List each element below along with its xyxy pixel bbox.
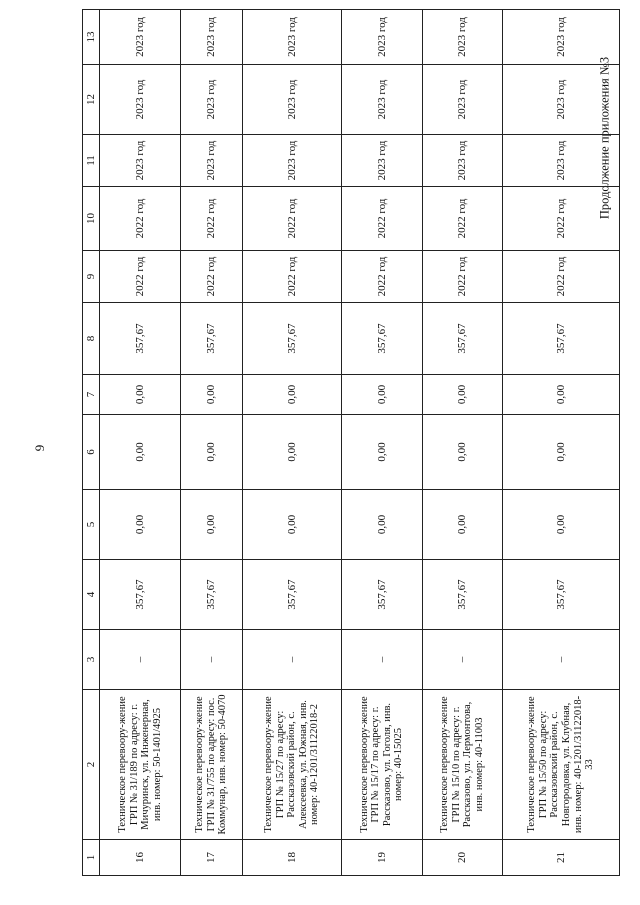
table-cell: – bbox=[422, 630, 503, 690]
table-cell: 2022 год bbox=[341, 251, 422, 303]
table-cell: 357,67 bbox=[503, 303, 620, 375]
table-body bbox=[83, 10, 620, 876]
table-cell: 2023 год bbox=[422, 10, 503, 65]
table-row bbox=[180, 10, 242, 876]
table-cell: 0,00 bbox=[341, 415, 422, 490]
table-cell: – bbox=[503, 630, 620, 690]
table-cell: 0,00 bbox=[503, 415, 620, 490]
table-cell: 2023 год bbox=[503, 135, 620, 187]
table-cell: 0,00 bbox=[422, 490, 503, 560]
table-cell: 0,00 bbox=[180, 375, 242, 415]
table-cell: 2023 год bbox=[180, 10, 242, 65]
table-cell: 2022 год bbox=[341, 187, 422, 251]
column-number-cell: 8 bbox=[83, 303, 100, 375]
table-cell: 0,00 bbox=[243, 375, 342, 415]
column-number-cell: 4 bbox=[83, 560, 100, 630]
table-cell: 2023 год bbox=[341, 10, 422, 65]
table-cell: 0,00 bbox=[100, 415, 181, 490]
table-cell: 2023 год bbox=[100, 10, 181, 65]
column-number-cell: 1 bbox=[83, 840, 100, 876]
table-cell: 2023 год bbox=[243, 135, 342, 187]
table-cell: 2022 год bbox=[422, 251, 503, 303]
table-cell: 2022 год bbox=[180, 187, 242, 251]
description-cell: Техническое перевоору-жение ГРП № 15/27 по адресу: Рассказовский район, с. Алексеевка, ул. Южная, инв. номер: 40-1201/31122018-2 bbox=[243, 690, 342, 840]
table-cell: 357,67 bbox=[503, 560, 620, 630]
column-number-cell: 9 bbox=[83, 251, 100, 303]
table-cell: 357,67 bbox=[180, 560, 242, 630]
table-row bbox=[341, 10, 422, 876]
table-cell: 0,00 bbox=[243, 490, 342, 560]
rotated-table-area bbox=[82, 17, 620, 876]
appendix-continuation-label: Продолжение приложения №3 bbox=[597, 56, 612, 220]
table-cell: 357,67 bbox=[341, 560, 422, 630]
column-number-cell: 13 bbox=[83, 10, 100, 65]
table-cell: 357,67 bbox=[100, 303, 181, 375]
table-cell: – bbox=[100, 630, 181, 690]
row-number-cell: 18 bbox=[243, 840, 342, 876]
table-cell: 0,00 bbox=[243, 415, 342, 490]
header-row bbox=[83, 10, 100, 876]
description-cell: Техническое перевоору-жение ГРП № 31/755 по адресу: пос. Коммунар, инв. номер: 50-4070 bbox=[180, 690, 242, 840]
table-cell: 0,00 bbox=[100, 490, 181, 560]
table-cell: 2022 год bbox=[503, 187, 620, 251]
description-cell: Техническое перевоору-жение ГРП № 15/17 по адресу: г. Рассказово, ул. Гоголя, инв. номер: 40-15025 bbox=[341, 690, 422, 840]
table-cell: 2023 год bbox=[180, 65, 242, 135]
table-wrapper bbox=[82, 17, 620, 876]
table-row bbox=[243, 10, 342, 876]
table-cell: – bbox=[180, 630, 242, 690]
table-cell: 2023 год bbox=[243, 10, 342, 65]
row-number-cell: 21 bbox=[503, 840, 620, 876]
row-number-cell: 20 bbox=[422, 840, 503, 876]
table-cell: 2023 год bbox=[180, 135, 242, 187]
row-number-cell: 16 bbox=[100, 840, 181, 876]
table-cell: – bbox=[243, 630, 342, 690]
column-number-cell: 5 bbox=[83, 490, 100, 560]
table-cell: 2023 год bbox=[503, 65, 620, 135]
table-cell: 357,67 bbox=[422, 560, 503, 630]
column-number-cell: 11 bbox=[83, 135, 100, 187]
table-cell: 357,67 bbox=[243, 303, 342, 375]
table-row bbox=[503, 10, 620, 876]
projects-table bbox=[82, 9, 620, 876]
table-cell: 0,00 bbox=[180, 415, 242, 490]
table-cell: 2023 год bbox=[100, 65, 181, 135]
row-number-cell: 19 bbox=[341, 840, 422, 876]
table-cell: – bbox=[341, 630, 422, 690]
table-cell: 2022 год bbox=[100, 251, 181, 303]
table-cell: 2023 год bbox=[341, 65, 422, 135]
table-cell: 2022 год bbox=[100, 187, 181, 251]
description-cell: Техническое перевоору-жение ГРП № 31/189 по адресу: г. Мичуринск, ул. Инженерная, инв. номер: 50-1401/4925 bbox=[100, 690, 181, 840]
column-number-cell: 6 bbox=[83, 415, 100, 490]
table-cell: 0,00 bbox=[503, 375, 620, 415]
table-cell: 0,00 bbox=[341, 375, 422, 415]
table-cell: 2022 год bbox=[180, 251, 242, 303]
table-row bbox=[100, 10, 181, 876]
table-cell: 2023 год bbox=[243, 65, 342, 135]
column-number-cell: 3 bbox=[83, 630, 100, 690]
table-cell: 0,00 bbox=[503, 490, 620, 560]
table-cell: 2022 год bbox=[422, 187, 503, 251]
table-cell: 357,67 bbox=[341, 303, 422, 375]
table-cell: 0,00 bbox=[100, 375, 181, 415]
table-row bbox=[422, 10, 503, 876]
table-cell: 357,67 bbox=[100, 560, 181, 630]
table-cell: 2022 год bbox=[243, 187, 342, 251]
column-number-cell: 10 bbox=[83, 187, 100, 251]
table-cell: 357,67 bbox=[422, 303, 503, 375]
table-cell: 2023 год bbox=[100, 135, 181, 187]
table-cell: 2023 год bbox=[341, 135, 422, 187]
table-cell: 2022 год bbox=[243, 251, 342, 303]
table-cell: 2023 год bbox=[503, 10, 620, 65]
table-cell: 0,00 bbox=[180, 490, 242, 560]
table-cell: 2023 год bbox=[422, 65, 503, 135]
table-cell: 2023 год bbox=[422, 135, 503, 187]
table-cell: 357,67 bbox=[180, 303, 242, 375]
table-cell: 357,67 bbox=[243, 560, 342, 630]
page-number: 9 bbox=[32, 444, 47, 452]
table-cell: 0,00 bbox=[422, 415, 503, 490]
column-number-cell: 2 bbox=[83, 690, 100, 840]
table-cell: 2022 год bbox=[503, 251, 620, 303]
row-number-cell: 17 bbox=[180, 840, 242, 876]
column-number-cell: 12 bbox=[83, 65, 100, 135]
table-cell: 0,00 bbox=[422, 375, 503, 415]
description-cell: Техническое перевоору-жение ГРП № 15/10 по адресу: г. Рассказово, ул. Лермонтова, инв. номер: 40-11003 bbox=[422, 690, 503, 840]
table-cell: 0,00 bbox=[341, 490, 422, 560]
column-number-cell: 7 bbox=[83, 375, 100, 415]
description-cell: Техническое перевоору-жение ГРП № 15/50 по адресу: Рассказовский район, с. Новгородовка, ул. Клубная, инв. номер: 40-1201/31122018-33 bbox=[503, 690, 620, 840]
